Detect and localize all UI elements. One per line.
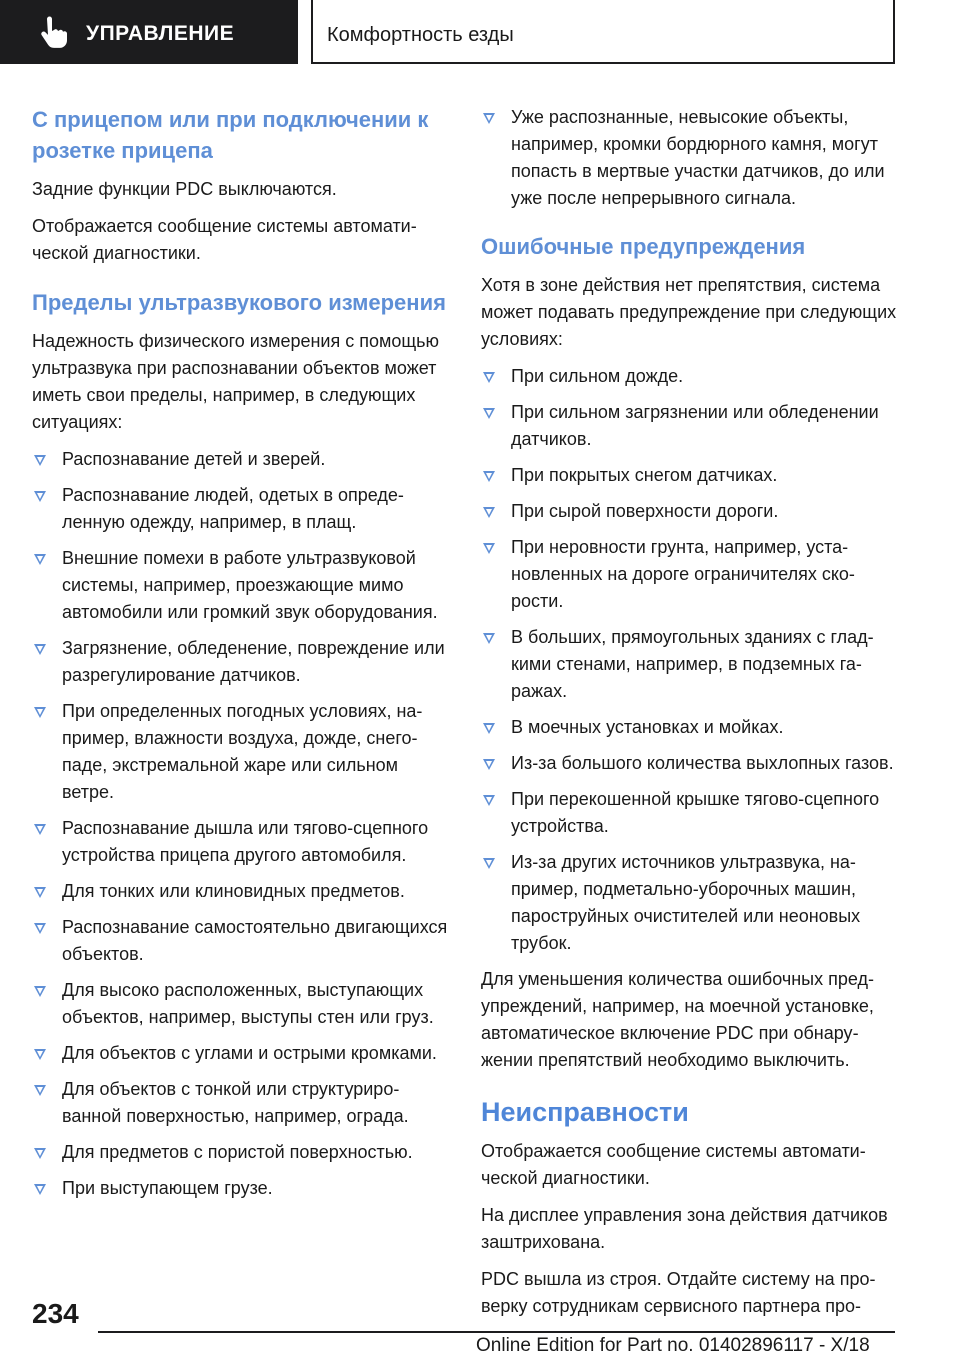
list-item: Для предметов с пористой поверхностью.	[32, 1139, 452, 1166]
triangle-bullet-icon	[34, 986, 46, 997]
triangle-bullet-icon	[34, 1049, 46, 1060]
triangle-bullet-icon	[483, 471, 495, 482]
list-item: Распознавание дышла или тягово-сцепного устройства прицепа другого автомобиля.	[32, 815, 452, 869]
triangle-bullet-icon	[483, 507, 495, 518]
paragraph: PDC вышла из строя. Отдайте систему на проверку сотрудникам сервисного партнера про-	[481, 1269, 876, 1316]
triangle-bullet-icon	[34, 455, 46, 466]
list-item: Для объектов с углами и острыми кромками.	[32, 1040, 452, 1067]
false-warnings-list	[481, 363, 901, 957]
list-item: При покрытых снегом датчиках.	[481, 462, 901, 489]
triangle-bullet-icon	[34, 554, 46, 565]
triangle-bullet-icon	[483, 113, 495, 124]
subsection-header	[311, 0, 895, 64]
triangle-bullet-icon	[34, 1085, 46, 1096]
edition-note: Online Edition for Part no. 01402896117 - X/18	[476, 1335, 870, 1356]
triangle-bullet-icon	[483, 759, 495, 770]
triangle-bullet-icon	[483, 543, 495, 554]
list-item: В моечных установках и мойках.	[481, 714, 901, 741]
paragraph: Хотя в зоне действия нет препятствия, система может подавать предупреждение при следующих условиях:	[481, 275, 897, 349]
list-item: Загрязнение, обледенение, повреждение или разрегулирование датчиков.	[32, 635, 452, 689]
paragraph: Задние функции PDC выключаются.	[32, 179, 337, 199]
list-item: При определенных погодных условиях, например, влажности воздуха, дожде, снегопаде, экстремальной жаре или сильном ветре.	[32, 698, 452, 806]
triangle-bullet-icon	[34, 887, 46, 898]
triangle-bullet-icon	[34, 923, 46, 934]
list-item: Распознавание самостоятельно двигающихся объектов.	[32, 914, 452, 968]
limits-list	[32, 446, 452, 1202]
list-item: При сильном загрязнении или обледенении датчиков.	[481, 399, 901, 453]
page-number: 234	[32, 1298, 79, 1329]
heading-limits: Пределы ультразвукового измерения	[32, 290, 446, 315]
paragraph: На дисплее управления зона действия датчиков заштрихована.	[481, 1205, 888, 1252]
heading-trailer: С прицепом или при подключении к розетке прицепа	[32, 107, 429, 163]
list-item: При сырой поверхности дороги.	[481, 498, 901, 525]
paragraph: Отображается сообщение системы автоматической диагностики.	[481, 1141, 866, 1188]
triangle-bullet-icon	[34, 491, 46, 502]
list-item: Уже распознанные, невысокие объекты, например, кромки бордюрного камня, могут попасть в мертвые участки датчиков, до или уже после непрерывного сигнала.	[481, 104, 901, 212]
triangle-bullet-icon	[483, 723, 495, 734]
list-item: Из-за большого количества выхлопных газов.	[481, 750, 901, 777]
hand-pointer-icon	[38, 16, 68, 50]
list-item: При сильном дожде.	[481, 363, 901, 390]
section-tab	[0, 0, 298, 64]
heading-malfunctions: Неисправности	[481, 1097, 689, 1127]
subsection-title: Комфортность езды	[327, 24, 514, 46]
list-item: Внешние помехи в работе ультразвуковой системы, например, проезжающие мимо автомобили или громкий звук оборудования.	[32, 545, 452, 626]
list-item: При перекошенной крышке тягово-сцепного устройства.	[481, 786, 901, 840]
triangle-bullet-icon	[34, 707, 46, 718]
list-item: В больших, прямоугольных зданиях с гладкими стенами, например, в подземных гаражах.	[481, 624, 901, 705]
footer-divider	[98, 1331, 895, 1333]
list-item: Для высоко расположенных, выступающих объектов, например, выступы стен или груз.	[32, 977, 452, 1031]
triangle-bullet-icon	[483, 372, 495, 383]
triangle-bullet-icon	[34, 644, 46, 655]
paragraph: Надежность физического измерения с помощью ультразвука при распознавании объектов может иметь свои пределы, например, в следующих ситуациях:	[32, 331, 440, 432]
paragraph: Для уменьшения количества ошибочных предупреждений, например, на моечной установке, автоматическое включение PDC при обнаружении препятствий необходимо выключить.	[481, 969, 874, 1070]
right-column	[481, 104, 901, 1330]
triangle-bullet-icon	[34, 1184, 46, 1195]
limits-list-continued	[481, 104, 901, 212]
list-item: Из-за других источников ультразвука, например, подметально-уборочных машин, пароструйных очистителей или неоновых трубок.	[481, 849, 901, 957]
list-item: Распознавание детей и зверей.	[32, 446, 452, 473]
list-item: Для тонких или клиновидных предметов.	[32, 878, 452, 905]
paragraph: Отображается сообщение системы автоматической диагностики.	[32, 216, 417, 263]
list-item: При неровности грунта, например, установленных на дороге ограничителях скорости.	[481, 534, 901, 615]
triangle-bullet-icon	[34, 824, 46, 835]
list-item: Распознавание людей, одетых в определенную одежду, например, в плащ.	[32, 482, 452, 536]
triangle-bullet-icon	[483, 408, 495, 419]
triangle-bullet-icon	[483, 858, 495, 869]
triangle-bullet-icon	[483, 795, 495, 806]
list-item: Для объектов с тонкой или структурированной поверхностью, например, ограда.	[32, 1076, 452, 1130]
triangle-bullet-icon	[483, 633, 495, 644]
heading-false-warnings: Ошибочные предупреждения	[481, 234, 806, 259]
triangle-bullet-icon	[34, 1148, 46, 1159]
list-item: При выступающем грузе.	[32, 1175, 452, 1202]
section-title: УПРАВЛЕНИЕ	[86, 22, 235, 45]
left-column	[32, 104, 452, 1211]
